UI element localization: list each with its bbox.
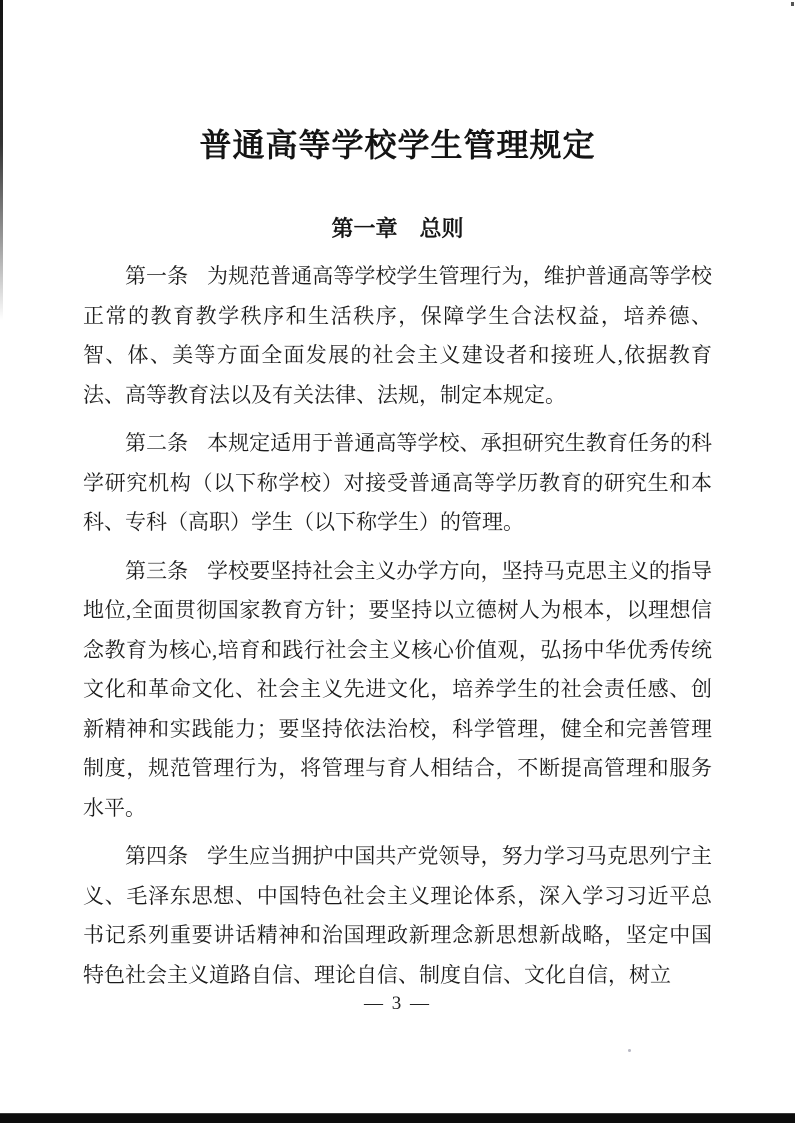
- document-content: [83, 120, 712, 1004]
- chapter-heading: 第一章 总则: [331, 216, 464, 241]
- article-1-label: 第一条: [125, 264, 189, 288]
- scan-speck-mid: [628, 1049, 631, 1052]
- scan-edge-artifact-bottom: [0, 1113, 795, 1123]
- article-4-text: 学生应当拥护中国共产党领导，努力学习马克思列宁主义、毛泽东思想、中国特色社会主义理论体系，深入学习习近平总书记系列重要讲话精神和治国理政新理念新思想新战略，坚定中国特色社会主义道路自信、理论自信、制度自信、文化自信，树立: [83, 844, 713, 987]
- article-3-text: 学校要坚持社会主义办学方向，坚持马克思主义的指导地位,全面贯彻国家教育方针；要坚持以立德树人为根本，以理想信念教育为核心,培育和践行社会主义核心价值观，弘扬中华优秀传统文化和革命文化、社会主义先进文化，培养学生的社会责任感、创新精神和实践能力；要坚持依法治校，科学管理，健全和完善管理制度，规范管理行为，将管理与育人相结合，不断提高管理和服务水平。: [83, 558, 713, 820]
- page-number: — 3 —: [364, 993, 431, 1014]
- article-4-paragraph: [83, 837, 712, 995]
- article-2-text: 本规定适用于普通高等学校、承担研究生教育任务的科学研究机构（以下称学校）对接受普通高等学历教育的研究生和本科、专科（高职）学生（以下称学生）的管理。: [83, 431, 713, 534]
- document-title: 普通高等学校学生管理规定: [199, 127, 596, 163]
- scan-speck-top-right: [791, 2, 794, 6]
- article-1-paragraph: [83, 257, 712, 415]
- article-4-label: 第四条: [125, 844, 189, 868]
- article-1-text: 为规范普通高等学校学生管理行为，维护普通高等学校正常的教育教学秩序和生活秩序，保障学生合法权益，培养德、智、体、美等方面全面发展的社会主义建设者和接班人,依据教育法、高等教育法以及有关法律、法规，制定本规定。: [83, 264, 713, 407]
- body-text: [83, 257, 712, 995]
- article-3-label: 第三条: [125, 558, 189, 583]
- article-3-paragraph: [83, 552, 712, 829]
- article-2-label: 第二条: [125, 431, 189, 455]
- article-2-paragraph: [83, 424, 712, 543]
- scan-edge-artifact-left: [0, 0, 3, 320]
